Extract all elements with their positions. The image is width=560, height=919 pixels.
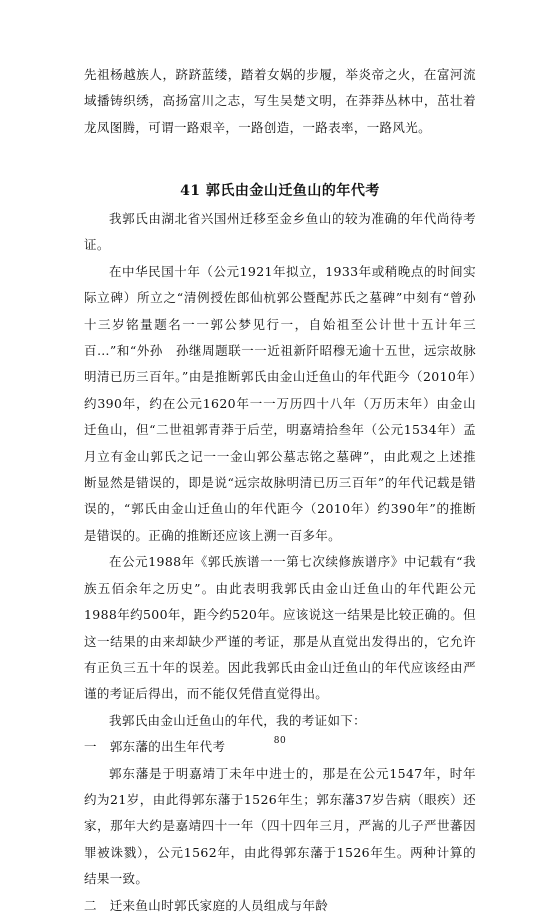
intro-paragraph-block [84, 62, 476, 141]
page-number: 80 [273, 736, 287, 746]
intro-paragraph: 先祖杨越族人，跻跻蓝缕，踏着女娲的步履，举炎帝之火，在富河流域播铸织绣，高扬富川之志，写生吴楚文明，在莽莽丛林中，茁壮着龙凤图腾，可谓一路艰辛，一路创造，一路表率，一路风光。 [84, 67, 476, 135]
body-paragraph-4: 我郭氏由金山迁鱼山的年代，我的考证如下： [109, 712, 367, 728]
body-paragraph-1: 我郭氏由湖北省兴国州迁移至金乡鱼山的较为准确的年代尚待考证。 [84, 211, 476, 253]
body-text-block [84, 206, 489, 919]
body-paragraph-5: 郭东藩是于明嘉靖丁未年中进士的，那是在公元1547年，时年约为21岁，由此得郭东藩于1526年生；郭东藩37岁告病（眼疾）还家，那年大约是嘉靖四十一年（四十四年三月，严嵩的儿子严世蕃因罪被诛戮），公元1562年，由此得郭东藩于1526年生。两种计算的结果一致。 [84, 765, 476, 887]
section-title: 41 郭氏由金山迁鱼山的年代考 [180, 183, 380, 199]
subheading-1: 一 郭东藩的出生年代考 [84, 739, 226, 755]
subheading-2: 二 迁来鱼山时郭氏家庭的人员组成与年龄 [84, 897, 329, 913]
body-paragraph-2: 在中华民国十年（公元1921年拟立，1933年或稍晚点的时间实际立碑）所立之“清例授佐郎仙杭郭公暨配苏氏之墓碑”中刻有“曾孙 十三岁铭量题名一一郭公梦见行一，自始祖至公计世十五计年三百…”和“外孙 孙继周题联一一近祖新阡昭穆无逾十五世，远宗故脉明清已历三百年。”由是推断郭氏由金山迁鱼山的年代距今（2010年）约390年，约在公元1620年一一万历四十八年（万历末年）由金山迁鱼山，但“二世祖郭青莽于后茔，明嘉靖拾叁年（公元1534年）孟月立有金山郭氏之记一一金山郭公墓志铭之墓碑”，由此观之上述推断显然是错误的，即是说“远宗故脉明清已历三百年”的年代记载是错误的，“郭氏由金山迁鱼山的年代距今（2010年）约390年”的推断是错误的。正确的推断还应该上溯一百多年。 [84, 263, 489, 543]
body-paragraph-3: 在公元1988年《郭氏族谱一一第七次续修族谱序》中记载有“我族五佰余年之历史”。由此表明我郭氏由金山迁鱼山的年代距公元1988年约500年，距今约520年。应该说这一结果是比较正确的。但这一结果的由来却缺少严谨的考证，那是从直觉出发得出的，它允许有正负三五十年的误差。因此我郭氏由金山迁鱼山的年代应该经由严谨的考证后得出，而不能仅凭借直觉得出。 [84, 554, 476, 702]
